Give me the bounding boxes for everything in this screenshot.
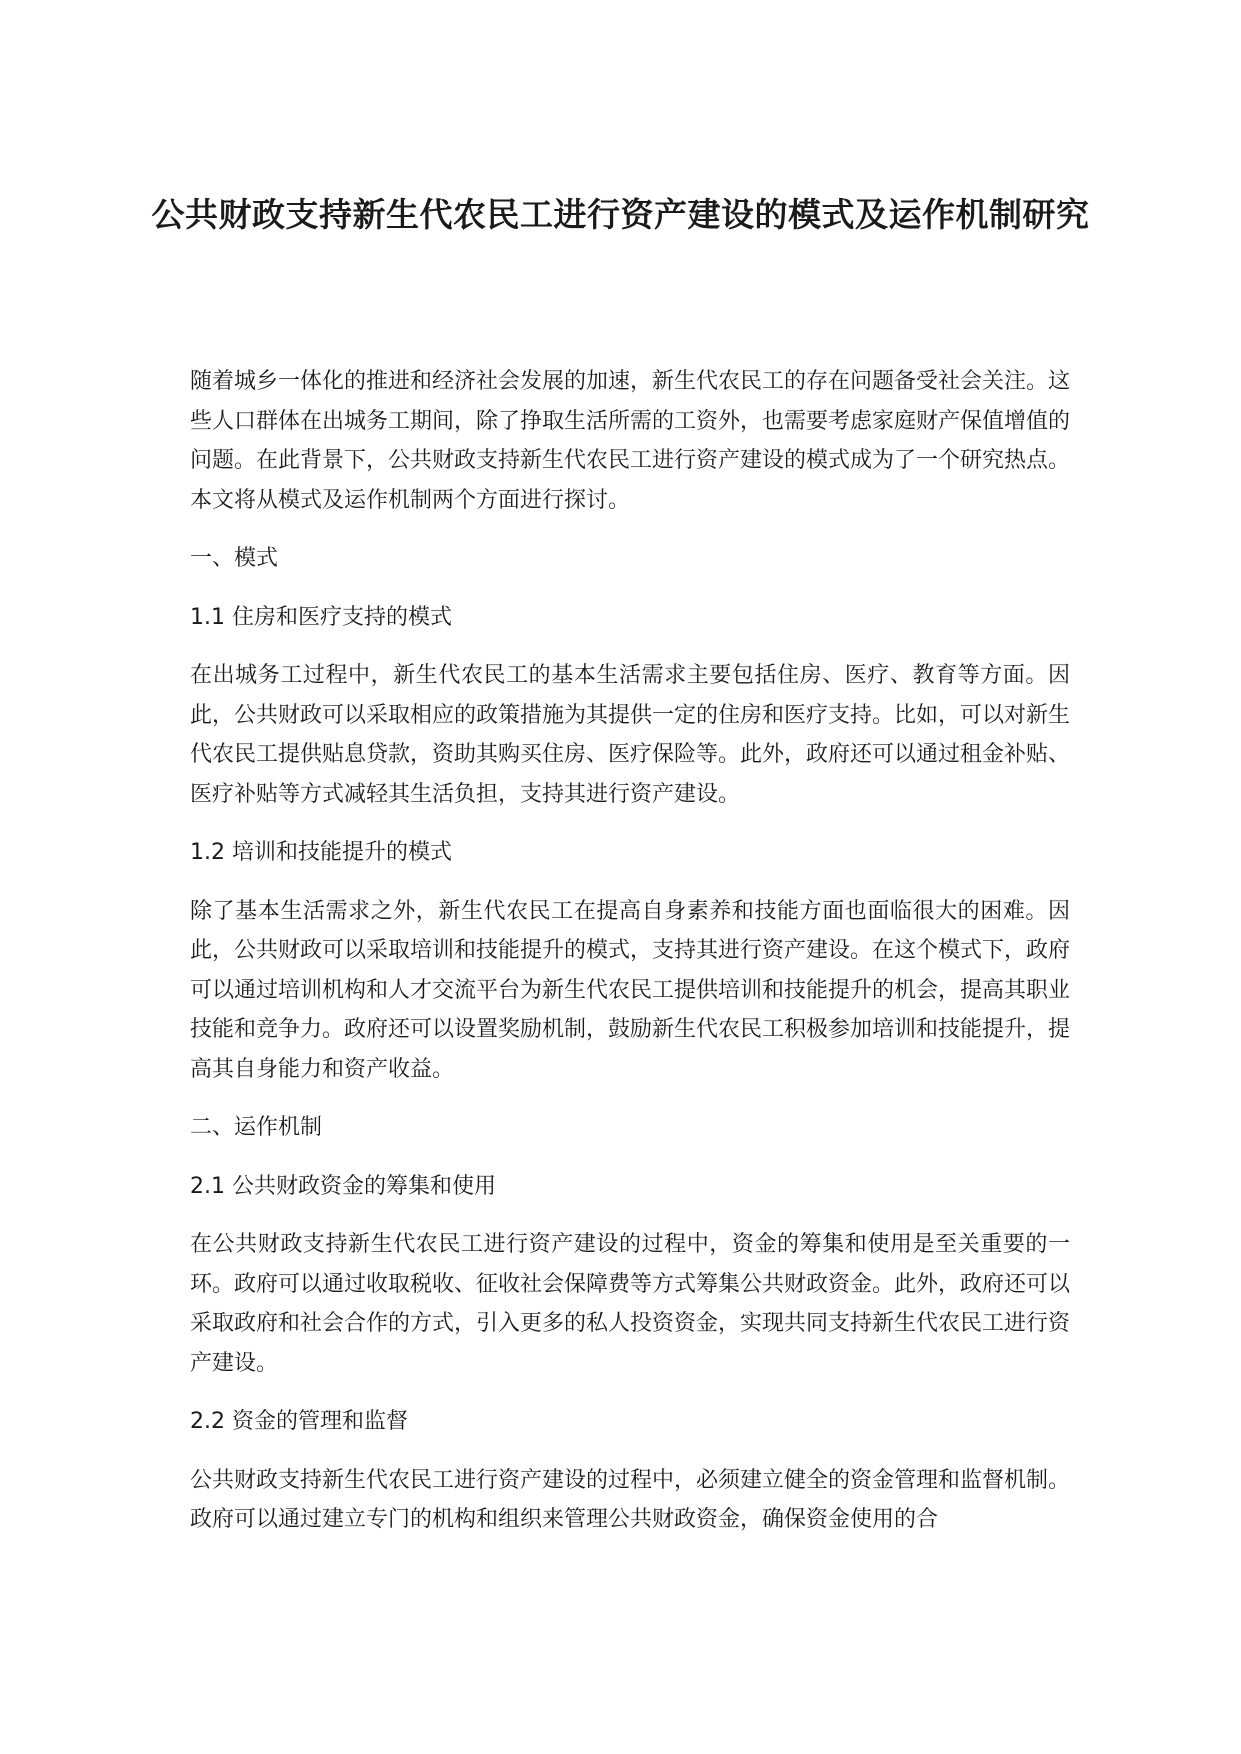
- subsection-heading-2-2: 2.2 资金的管理和监督: [190, 1409, 408, 1434]
- document-body: [190, 362, 1070, 1559]
- subsection-heading-2-1: 2.1 公共财政资金的筹集和使用: [190, 1173, 496, 1199]
- section-heading-mechanism: 二、运作机制: [190, 1115, 323, 1140]
- paragraph-intro: 随着城乡一体化的推进和经济社会发展的加速，新生代农民工的存在问题备受社会关注。这些人口群体在出城务工期间，除了挣取生活所需的工资外，也需要考虑家庭财产保值增值的问题。在此背景下，公共财政支持新生代农民工进行资产建设的模式成为了一个研究热点。本文将从模式及运作机制两个方面进行探讨。: [190, 369, 1071, 513]
- subsection-heading-1-1: 1.1 住房和医疗支持的模式: [190, 604, 452, 630]
- section-heading-models: 一、模式: [190, 546, 279, 571]
- paragraph-housing-medical: 在出城务工过程中，新生代农民工的基本生活需求主要包括住房、医疗、教育等方面。因此，公共财政可以采取相应的政策措施为其提供一定的住房和医疗支持。比如，可以对新生代农民工提供贴息贷款，资助其购买住房、医疗保险等。此外，政府还可以通过租金补贴、医疗补贴等方式减轻其生活负担，支持其进行资产建设。: [190, 663, 1071, 807]
- paragraph-funding: 在公共财政支持新生代农民工进行资产建设的过程中，资金的筹集和使用是至关重要的一环。政府可以通过收取税收、征收社会保障费等方式筹集公共财政资金。此外，政府还可以采取政府和社会合作的方式，引入更多的私人投资资金，实现共同支持新生代农民工进行资产建设。: [190, 1232, 1071, 1376]
- paragraph-training-skills: 除了基本生活需求之外，新生代农民工在提高自身素养和技能方面也面临很大的困难。因此，公共财政可以采取培训和技能提升的模式，支持其进行资产建设。在这个模式下，政府可以通过培训机构和人才交流平台为新生代农民工提供培训和技能提升的机会，提高其职业技能和竞争力。政府还可以设置奖励机制，鼓励新生代农民工积极参加培训和技能提升，提高其自身能力和资产收益。: [190, 898, 1071, 1082]
- document-title: 公共财政支持新生代农民工进行资产建设的模式及运作机制研究: [151, 195, 1090, 234]
- subsection-heading-1-2: 1.2 培训和技能提升的模式: [190, 840, 452, 865]
- paragraph-supervision: 公共财政支持新生代农民工进行资产建设的过程中，必须建立健全的资金管理和监督机制。政府可以通过建立专门的机构和组织来管理公共财政资金，确保资金使用的合: [190, 1467, 1071, 1532]
